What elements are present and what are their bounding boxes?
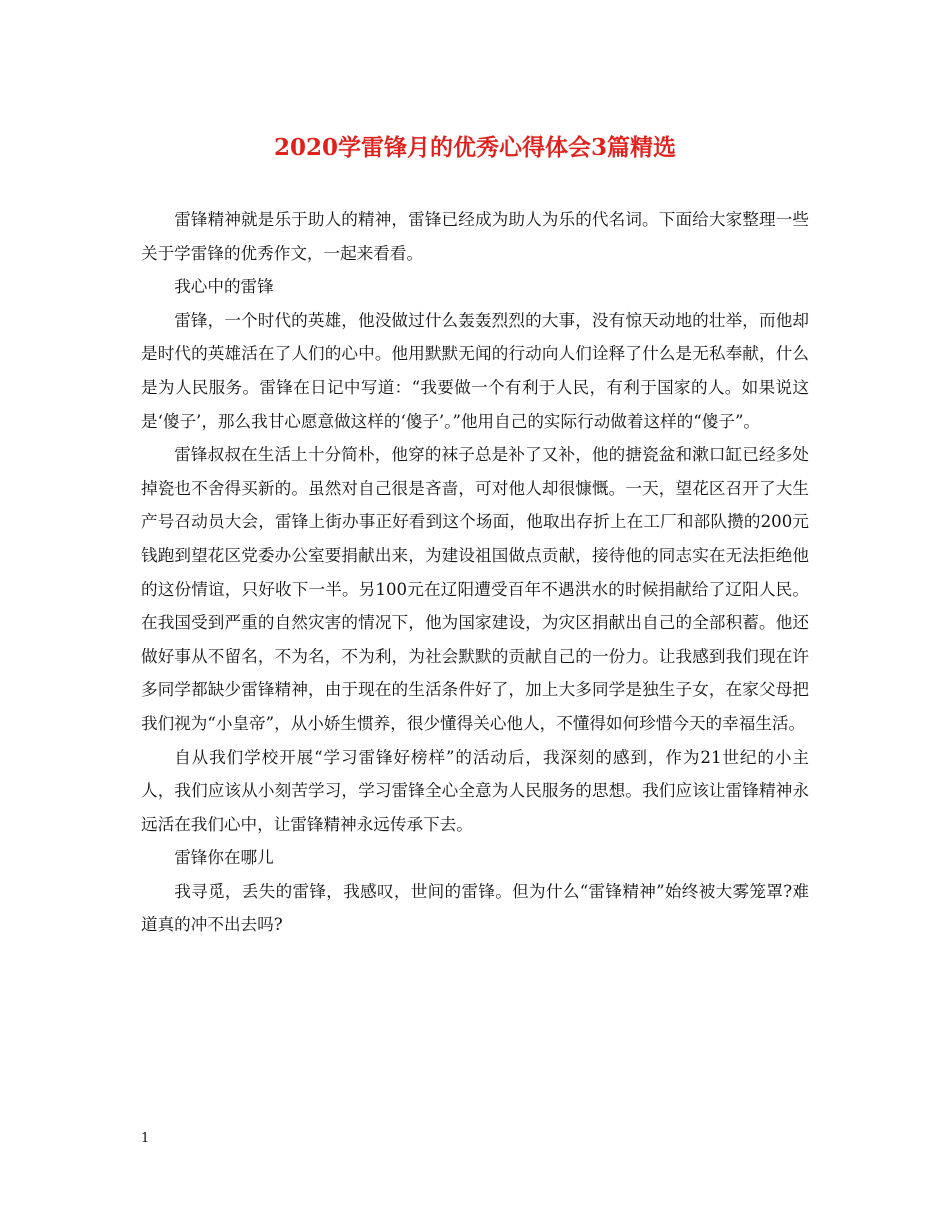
intro-paragraph: 雷锋精神就是乐于助人的精神，雷锋已经成为助人为乐的代名词。下面给大家整理一些关于学雷锋的优秀作文，一起来看看。 bbox=[141, 210, 809, 263]
section-heading-lei-feng-ni-zai-na-er: 雷锋你在哪儿 bbox=[174, 848, 274, 868]
body-paragraph: 雷锋叔叔在生活上十分简朴，他穿的袜子总是补了又补，他的搪瓷盆和漱口缸已经多处掉瓷也不舍得买新的。虽然对自己很是吝啬，可对他人却很慷慨。一天，望花区召开了大生产号召动员大会，雷锋上街办事正好看到这个场面，他取出存折上在工厂和部队攒的200元钱跑到望花区党委办公室要捐献出来，为建设祖国做点贡献，接待他的同志实在无法拒绝他的这份情谊，只好收下一半。另100元在辽阳遭受百年不遇洪水的时候捐献给了辽阳人民。在我国受到严重的自然灾害的情况下，他为国家建设，为灾区捐献出自己的全部积蓄。他还做好事从不留名，不为名，不为利，为社会默默的贡献自己的一份力。让我感到我们现在许多同学都缺少雷锋精神，由于现在的生活条件好了，加上大多同学是独生子女，在家父母把我们视为“小皇帝”，从小娇生惯养，很少懂得关心他人，不懂得如何珍惜今天的幸福生活。 bbox=[141, 445, 809, 733]
document-body bbox=[141, 203, 809, 942]
body-paragraph: 我寻觅，丢失的雷锋，我感叹，世间的雷锋。但为什么“雷锋精神”始终被大雾笼罩?难道真的冲不出去吗? bbox=[141, 881, 809, 935]
page-number: 1 bbox=[141, 1131, 150, 1146]
body-paragraph: 自从我们学校开展“学习雷锋好榜样”的活动后，我深刻的感到，作为21世纪的小主人，我们应该从小刻苦学习，学习雷锋全心全意为人民服务的思想。我们应该让雷锋精神永远活在我们心中，让雷锋精神永远传承下去。 bbox=[141, 747, 809, 834]
section-heading-wo-xin-zhong-de-lei-feng: 我心中的雷锋 bbox=[174, 277, 274, 297]
body-paragraph: 雷锋，一个时代的英雄，他没做过什么轰轰烈烈的大事，没有惊天动地的壮举，而他却是时代的英雄活在了人们的心中。他用默默无闻的行动向人们诠释了什么是无私奉献，什么是为人民服务。雷锋在日记中写道：“我要做一个有利于人民，有利于国家的人。如果说这是‘傻子’，那么我甘心愿意做这样的‘傻子’。”他用自己的实际行动做着这样的“傻子”。 bbox=[141, 310, 809, 431]
document-title: 2020学雷锋月的优秀心得体会3篇精选 bbox=[273, 134, 677, 161]
